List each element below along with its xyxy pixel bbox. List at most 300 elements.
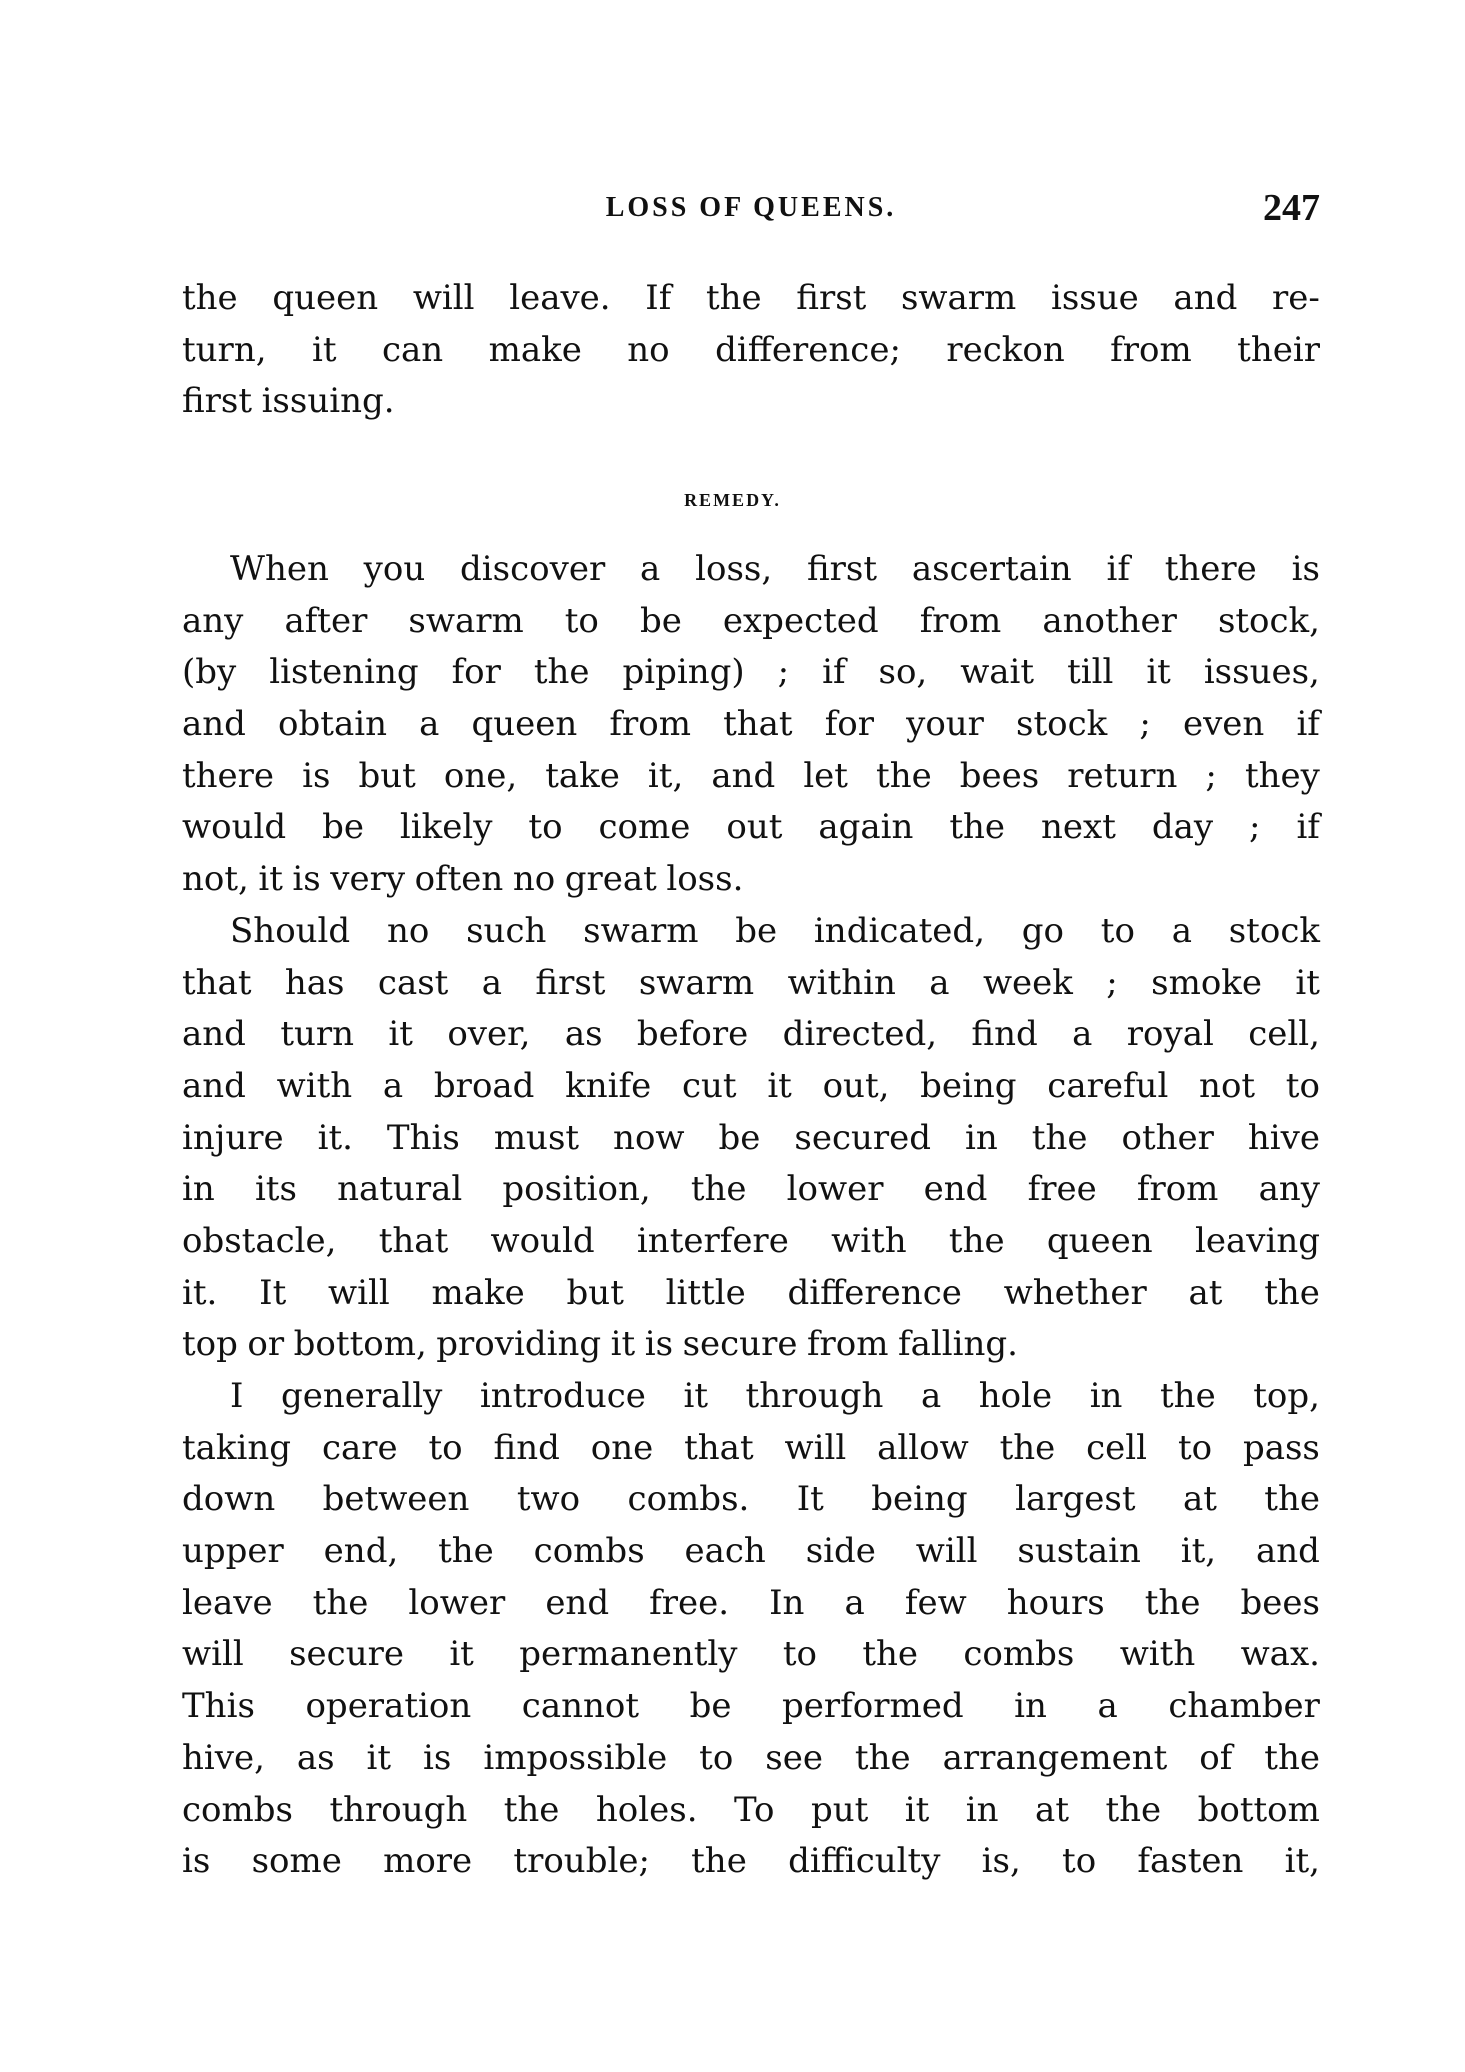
word: any xyxy=(182,600,244,641)
word: little xyxy=(665,1272,746,1313)
word: at xyxy=(1188,1272,1223,1313)
word: through xyxy=(329,1789,468,1830)
word: stock xyxy=(1228,910,1320,951)
word: fasten xyxy=(1137,1841,1244,1882)
word: a xyxy=(382,1065,404,1106)
text-line xyxy=(182,1785,1320,1837)
word: queen xyxy=(1046,1220,1153,1261)
text-line xyxy=(182,1836,1320,1888)
word: few xyxy=(904,1582,967,1623)
word: cast xyxy=(377,962,449,1003)
word: it, xyxy=(1180,1531,1217,1572)
word: natural xyxy=(337,1169,463,1210)
word: and xyxy=(182,1014,246,1055)
text-line xyxy=(182,1216,1320,1268)
word: bottom xyxy=(1197,1789,1320,1830)
word: to xyxy=(1062,1841,1097,1882)
word: the xyxy=(876,755,932,796)
word: difference xyxy=(787,1272,962,1313)
word: within xyxy=(787,962,896,1003)
word: no xyxy=(627,329,670,370)
word: ; xyxy=(777,652,790,693)
word: cell, xyxy=(1248,1014,1320,1055)
word: they xyxy=(1244,755,1320,796)
word: it xyxy=(366,1737,392,1778)
word: take xyxy=(545,755,620,796)
word: that xyxy=(378,1220,449,1261)
word: ; xyxy=(1106,962,1118,1003)
text-line xyxy=(182,1164,1320,1216)
text-line xyxy=(182,1733,1320,1785)
continuation-paragraph xyxy=(182,273,1320,428)
word: the xyxy=(1031,1117,1088,1158)
chapter-title: LOSS OF QUEENS. xyxy=(605,192,897,223)
word: and xyxy=(711,755,776,796)
word: out xyxy=(726,807,783,848)
word: the xyxy=(948,1220,1005,1261)
text-line xyxy=(182,647,1320,699)
text-line xyxy=(182,751,1320,803)
word: be xyxy=(735,910,778,951)
text-line xyxy=(182,1268,1320,1320)
word: the xyxy=(1264,1479,1320,1520)
text-line xyxy=(182,1681,1320,1733)
word: discover xyxy=(460,549,606,589)
word: from xyxy=(1110,329,1192,370)
page-number: 247 xyxy=(1263,187,1320,229)
text-line xyxy=(182,958,1320,1010)
word: it, xyxy=(1284,1841,1320,1882)
word: swarm xyxy=(638,962,755,1003)
text-line xyxy=(182,1526,1320,1578)
word: hive, xyxy=(182,1737,265,1778)
word: performed xyxy=(782,1686,964,1727)
word: When xyxy=(230,549,329,589)
word: This xyxy=(182,1686,255,1727)
word: to xyxy=(428,1427,463,1468)
word: broad xyxy=(433,1065,535,1106)
section-heading: REMEDY. xyxy=(684,490,781,510)
word: with xyxy=(831,1220,907,1261)
word: it xyxy=(1146,652,1171,693)
word: and xyxy=(1255,1531,1320,1572)
text-line xyxy=(182,854,1320,906)
word: directed, xyxy=(782,1014,938,1055)
word: the xyxy=(312,1582,369,1623)
word: hive xyxy=(1247,1117,1320,1158)
word: turn, xyxy=(182,329,267,370)
word: next xyxy=(1041,807,1116,848)
word: make xyxy=(488,329,582,370)
word: would xyxy=(490,1220,595,1261)
word: be xyxy=(689,1686,732,1727)
word: will xyxy=(784,1427,847,1468)
word: one, xyxy=(443,755,518,796)
word: cut xyxy=(681,1065,737,1106)
word: between xyxy=(322,1479,470,1520)
word: it. xyxy=(317,1117,353,1158)
word: it. xyxy=(182,1272,218,1313)
word: it, xyxy=(647,755,684,796)
word: if xyxy=(822,652,846,693)
word: to xyxy=(1100,910,1135,951)
word: from xyxy=(806,1324,889,1365)
word: leaving xyxy=(1194,1220,1320,1261)
word: loss. xyxy=(666,859,744,900)
word: not xyxy=(1199,1065,1256,1106)
word: as xyxy=(564,1014,603,1055)
word: would xyxy=(182,807,287,848)
word: sustain xyxy=(1017,1531,1141,1572)
word: bees xyxy=(959,755,1040,796)
word: allow xyxy=(877,1427,969,1468)
word: first xyxy=(806,549,878,589)
word: a xyxy=(419,704,440,745)
word: is xyxy=(1291,549,1320,589)
word: impossible xyxy=(483,1737,668,1778)
word: pass xyxy=(1242,1427,1320,1468)
word: let xyxy=(803,755,848,796)
word: lower xyxy=(408,1582,506,1623)
word: again xyxy=(818,807,914,848)
word: put xyxy=(810,1789,869,1830)
text-line xyxy=(182,1061,1320,1113)
word: in xyxy=(965,1117,998,1158)
word: swarm xyxy=(900,278,1017,318)
word: be xyxy=(322,807,364,848)
word: for xyxy=(824,704,874,745)
text-line xyxy=(182,1319,1320,1371)
word: re- xyxy=(1272,278,1320,318)
word: If xyxy=(645,278,672,318)
word: combs xyxy=(963,1634,1075,1675)
word: down xyxy=(182,1479,276,1520)
word: at xyxy=(1182,1479,1217,1520)
word: day xyxy=(1151,807,1214,848)
word: injure xyxy=(182,1117,284,1158)
word: combs xyxy=(533,1531,645,1572)
text-line xyxy=(182,596,1320,648)
word: the xyxy=(438,1531,494,1572)
word: the xyxy=(182,278,238,318)
word: I xyxy=(230,1376,244,1416)
word: will xyxy=(328,1272,390,1313)
word: from xyxy=(1136,1169,1219,1210)
word: make xyxy=(431,1272,525,1313)
word: care xyxy=(321,1427,398,1468)
word: a xyxy=(929,962,950,1003)
word: more xyxy=(383,1841,473,1882)
word: before xyxy=(636,1014,749,1055)
word: no xyxy=(512,859,556,900)
word: swarm xyxy=(408,600,524,641)
word: for xyxy=(451,652,501,693)
text-line xyxy=(182,325,1320,377)
word: over, xyxy=(447,1014,531,1055)
word: swarm xyxy=(583,910,699,951)
word: the xyxy=(1144,1582,1201,1623)
word: a xyxy=(844,1582,865,1623)
word: or xyxy=(247,1324,285,1365)
word: royal xyxy=(1126,1014,1214,1055)
word: In xyxy=(769,1582,805,1623)
word: a xyxy=(481,962,503,1003)
word: permanently xyxy=(519,1634,738,1675)
word: such xyxy=(466,910,547,951)
word: very xyxy=(330,859,406,900)
word: is xyxy=(423,1737,452,1778)
word: falling. xyxy=(898,1324,1018,1365)
word: it xyxy=(904,1789,930,1830)
word: will xyxy=(182,1634,244,1675)
word: providing xyxy=(436,1324,602,1365)
word: out, xyxy=(822,1065,890,1106)
word: to xyxy=(528,807,563,848)
text-line xyxy=(182,906,1320,958)
word: loss, xyxy=(695,549,773,589)
word: smoke xyxy=(1151,962,1263,1003)
word: the xyxy=(949,807,1006,848)
word: ascertain xyxy=(911,549,1072,589)
word: return xyxy=(1067,755,1178,796)
word: has xyxy=(284,962,345,1003)
word: leave. xyxy=(509,278,611,318)
word: whether xyxy=(1003,1272,1147,1313)
word: It xyxy=(259,1272,287,1313)
word: wax. xyxy=(1240,1634,1320,1675)
word: being xyxy=(920,1065,1017,1106)
word: as xyxy=(296,1737,335,1778)
word: top xyxy=(182,1324,238,1365)
word: taking xyxy=(182,1427,292,1468)
word: there xyxy=(182,755,275,796)
word: secured xyxy=(794,1117,932,1158)
word: cell xyxy=(1086,1427,1148,1468)
word: first xyxy=(535,962,606,1003)
word: free. xyxy=(649,1582,730,1623)
word: that xyxy=(182,962,252,1003)
word: a xyxy=(640,549,661,589)
word: is xyxy=(644,1324,674,1365)
word: the xyxy=(862,1634,919,1675)
word: a xyxy=(1072,1014,1093,1055)
word: but xyxy=(358,755,416,796)
paragraph-1 xyxy=(182,544,1320,1888)
word: through xyxy=(745,1376,884,1416)
word: operation xyxy=(305,1686,472,1727)
word: the xyxy=(854,1737,911,1778)
word: it xyxy=(1295,962,1320,1003)
word: and xyxy=(182,1065,246,1106)
word: now xyxy=(613,1117,685,1158)
word: leave xyxy=(182,1582,273,1623)
text-line xyxy=(182,544,1320,596)
running-head xyxy=(182,188,1320,238)
text-line xyxy=(182,1474,1320,1526)
word: lower xyxy=(786,1169,884,1210)
word: it xyxy=(258,859,283,900)
word: go xyxy=(1021,910,1065,951)
word: cannot xyxy=(521,1686,640,1727)
word: secure xyxy=(289,1634,404,1675)
word: to xyxy=(699,1737,734,1778)
text-line xyxy=(182,376,1320,428)
word: it xyxy=(683,1376,708,1416)
word: to xyxy=(782,1634,817,1675)
word: trouble; xyxy=(513,1841,650,1882)
word: largest xyxy=(1015,1479,1136,1520)
word: can xyxy=(381,329,444,370)
word: piping) xyxy=(622,652,745,693)
word: It xyxy=(796,1479,824,1520)
word: the xyxy=(690,1169,747,1210)
word: careful xyxy=(1047,1065,1169,1106)
word: arrangement xyxy=(942,1737,1168,1778)
word: Should xyxy=(230,910,351,951)
word: is xyxy=(292,859,321,900)
word: the xyxy=(1160,1376,1216,1416)
word: with xyxy=(276,1065,353,1106)
word: another xyxy=(1042,600,1177,641)
word: to xyxy=(1285,1065,1320,1106)
word: that xyxy=(723,704,793,745)
word: with xyxy=(1119,1634,1196,1675)
word: wait xyxy=(960,652,1035,693)
word: first xyxy=(796,278,867,318)
word: often xyxy=(414,859,504,900)
word: chamber xyxy=(1168,1686,1320,1727)
word: find xyxy=(493,1427,560,1468)
word: in xyxy=(1089,1376,1123,1416)
word: the xyxy=(1105,1789,1162,1830)
word: difficulty xyxy=(788,1841,941,1882)
word: must xyxy=(493,1117,580,1158)
word: secure xyxy=(682,1324,798,1365)
word: ; xyxy=(1139,704,1151,745)
word: obtain xyxy=(278,704,387,745)
word: is xyxy=(302,755,331,796)
word: combs xyxy=(182,1789,293,1830)
word: will xyxy=(915,1531,978,1572)
word: ; xyxy=(1249,807,1261,848)
word: if xyxy=(1296,704,1320,745)
word: be xyxy=(639,600,682,641)
word: be xyxy=(718,1117,761,1158)
text-line xyxy=(182,699,1320,751)
word: and xyxy=(1173,278,1238,318)
word: knife xyxy=(565,1065,652,1106)
word: is xyxy=(182,1841,211,1882)
word: after xyxy=(284,600,368,641)
word: ; xyxy=(1205,755,1217,796)
word: from xyxy=(609,704,691,745)
word: side xyxy=(805,1531,876,1572)
word: find xyxy=(971,1014,1038,1055)
word: end, xyxy=(323,1531,399,1572)
word: from xyxy=(919,600,1002,641)
word: reckon xyxy=(946,329,1065,370)
text-line xyxy=(182,1371,1320,1423)
word: difference; xyxy=(715,329,901,370)
word: queen xyxy=(272,278,379,318)
word: to xyxy=(1177,1427,1213,1468)
word: upper xyxy=(182,1531,284,1572)
word: top, xyxy=(1253,1376,1320,1416)
word: the xyxy=(503,1789,560,1830)
word: expected xyxy=(722,600,879,641)
word: issue xyxy=(1050,278,1139,318)
word: queen xyxy=(471,704,578,745)
word: in xyxy=(182,1169,215,1210)
word: This xyxy=(386,1117,460,1158)
word: if xyxy=(1296,807,1320,848)
word: first xyxy=(182,381,253,422)
word: not, xyxy=(182,859,249,900)
word: it xyxy=(449,1634,474,1675)
word: of xyxy=(1199,1737,1233,1778)
word: you xyxy=(363,549,426,589)
word: the xyxy=(1264,1272,1320,1313)
word: the xyxy=(533,652,590,693)
word: great xyxy=(564,859,657,900)
word: at xyxy=(1035,1789,1069,1830)
word: generally xyxy=(280,1376,443,1416)
word: being xyxy=(871,1479,968,1520)
word: a xyxy=(1097,1686,1118,1727)
text-line xyxy=(182,273,1320,325)
word: in xyxy=(1014,1686,1047,1727)
word: any xyxy=(1258,1169,1320,1210)
word: (by xyxy=(182,652,237,693)
word: come xyxy=(598,807,691,848)
word: issuing. xyxy=(261,381,395,422)
word: there xyxy=(1164,549,1257,589)
word: combs. xyxy=(627,1479,750,1520)
word: see xyxy=(765,1737,823,1778)
word: position, xyxy=(502,1169,651,1210)
word: it xyxy=(311,329,337,370)
word: their xyxy=(1237,329,1320,370)
word: a xyxy=(1171,910,1192,951)
word: but xyxy=(566,1272,624,1313)
word: it xyxy=(388,1014,413,1055)
word: to xyxy=(564,600,599,641)
word: bottom, xyxy=(293,1324,427,1365)
text-line xyxy=(182,1578,1320,1630)
text-line xyxy=(182,1629,1320,1681)
word: free xyxy=(1027,1169,1097,1210)
word: other xyxy=(1121,1117,1214,1158)
word: hole xyxy=(978,1376,1053,1416)
text-line xyxy=(182,802,1320,854)
word: issues, xyxy=(1203,652,1320,693)
word: some xyxy=(251,1841,342,1882)
word: end xyxy=(545,1582,610,1623)
word: introduce xyxy=(479,1376,646,1416)
word: one xyxy=(590,1427,654,1468)
word: interfere xyxy=(636,1220,789,1261)
word: holes. xyxy=(595,1789,698,1830)
word: no xyxy=(386,910,430,951)
word: its xyxy=(254,1169,297,1210)
word: likely xyxy=(399,807,493,848)
word: week xyxy=(982,962,1073,1003)
word: even xyxy=(1182,704,1265,745)
word: the xyxy=(691,1841,747,1882)
word: stock xyxy=(1016,704,1108,745)
word: stock, xyxy=(1217,600,1320,641)
word: obstacle, xyxy=(182,1220,337,1261)
